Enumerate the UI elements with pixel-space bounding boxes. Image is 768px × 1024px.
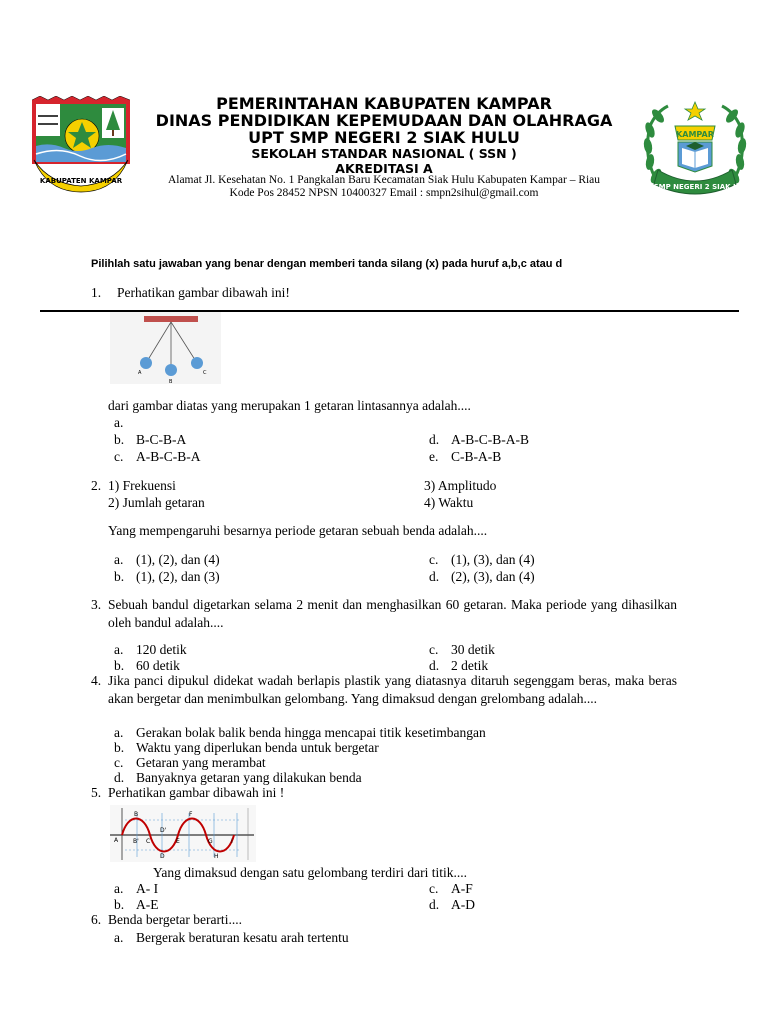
q5-number: 5.	[91, 785, 102, 800]
q4-option-b-letter: b.	[114, 740, 125, 755]
q6-option-a-letter: a.	[114, 930, 124, 945]
q5-option-d-letter: d.	[429, 897, 440, 912]
q1-option-c-letter: c.	[114, 449, 124, 464]
q5-option-c-letter: c.	[429, 881, 439, 896]
q2-option-b-letter: b.	[114, 569, 125, 584]
letterhead-accreditation: AKREDITASI A	[335, 161, 433, 176]
wave-label-g: G	[208, 838, 213, 845]
q4-option-d-letter: d.	[114, 770, 125, 785]
q2-number: 2.	[91, 478, 102, 493]
q2-option-c-letter: c.	[429, 552, 439, 567]
q4-option-a: Gerakan bolak balik benda hingga mencapai titik kesetimbangan	[136, 725, 486, 740]
q2-question: Yang mempengaruhi besarnya periode getaran sebuah benda adalah....	[108, 523, 488, 538]
instruction-text: Pilihlah satu jawaban yang benar dengan memberi tanda silang (x) pada huruf a,b,c atau d	[91, 258, 563, 270]
q5-option-a: A- I	[136, 881, 159, 896]
wave-figure	[110, 805, 256, 862]
q4-option-d: Banyaknya getaran yang dilakukan benda	[136, 770, 362, 785]
q5-option-b-letter: b.	[114, 897, 125, 912]
letterhead-department: DINAS PENDIDIKAN KEPEMUDAAN DAN OLAHRAGA	[155, 111, 613, 130]
q2-item-2: 2) Jumlah getaran	[108, 495, 205, 510]
q1-option-e: C-B-A-B	[451, 449, 502, 464]
q3-text: Sebuah bandul digetarkan selama 2 menit dan menghasilkan 60 getaran. Maka periode yang dihasilkan oleh bandul adalah....	[108, 597, 677, 630]
q6-text: Benda bergetar berarti....	[108, 912, 242, 927]
q1-number: 1.	[91, 285, 102, 300]
q1-option-b: B-C-B-A	[136, 432, 187, 447]
q2-option-d: (2), (3), dan (4)	[451, 569, 535, 584]
q1-option-d: A-B-C-B-A-B	[451, 432, 529, 447]
q2-item-1: 1) Frekuensi	[108, 478, 176, 493]
q3-option-d-letter: d.	[429, 658, 440, 673]
wave-label-c: C	[146, 838, 151, 845]
q1-option-e-letter: e.	[429, 449, 439, 464]
q5-option-a-letter: a.	[114, 881, 124, 896]
left-logo-ribbon-text: KABUPATEN KAMPAR	[39, 177, 123, 185]
q3-option-c: 30 detik	[451, 642, 495, 657]
q3-number: 3.	[91, 597, 102, 612]
letterhead-address: Alamat Jl. Kesehatan No. 1 Pangkalan Baru Kecamatan Siak Hulu Kabupaten Kampar – Riau	[167, 174, 601, 186]
letterhead-contact: Kode Pos 28452 NPSN 10400327 Email : smpn2sihul@gmail.com	[229, 187, 539, 199]
q2-option-a-letter: a.	[114, 552, 124, 567]
q4-option-a-letter: a.	[114, 725, 124, 740]
q6-option-a: Bergerak beraturan kesatu arah tertentu	[136, 930, 349, 945]
q5-option-c: A-F	[451, 881, 473, 896]
wave-label-f: F	[189, 811, 193, 818]
q1-option-c: A-B-C-B-A	[136, 449, 201, 464]
q4-text: Jika panci dipukul didekat wadah berlapis plastik yang diatasnya ditaruh segenggam beras, maka beras akan bergetar dan menimbulkan gelombang. Yang dimaksud dengan grelombang adalah....	[108, 673, 677, 706]
q1-question: dari gambar diatas yang merupakan 1 getaran lintasannya adalah....	[108, 398, 471, 413]
letterhead-school-name: UPT SMP NEGERI 2 SIAK HULU	[248, 128, 520, 147]
pendulum-label-b: B	[169, 379, 173, 384]
letterhead-ssn: SEKOLAH STANDAR NASIONAL ( SSN )	[251, 146, 517, 161]
pendulum-label-a: A	[138, 370, 142, 376]
q3-option-b-letter: b.	[114, 658, 125, 673]
right-logo-ribbon-text: UPT SMP NEGERI 2 SIAK HULU	[640, 183, 750, 191]
q2-item-3: 3) Amplitudo	[424, 478, 497, 493]
wave-label-e: E	[176, 838, 180, 845]
q5-option-d: A-D	[451, 897, 475, 912]
q3-option-c-letter: c.	[429, 642, 439, 657]
q3-option-d: 2 detik	[451, 658, 489, 673]
wave-label-b: B	[134, 811, 139, 818]
q2-option-a: (1), (2), dan (4)	[136, 552, 220, 567]
q5-question: Yang dimaksud dengan satu gelombang terdiri dari titik....	[153, 865, 467, 880]
q3-option-a: 120 detik	[136, 642, 187, 657]
q5-text: Perhatikan gambar dibawah ini !	[108, 785, 285, 800]
wave-label-h: H	[214, 853, 219, 860]
letterhead-government: PEMERINTAHAN KABUPATEN KAMPAR	[216, 94, 552, 113]
right-logo-top-text: KAMPAR	[676, 130, 714, 139]
q4-option-c: Getaran yang merambat	[136, 755, 266, 770]
q5-option-b: A-E	[136, 897, 159, 912]
q1-text: Perhatikan gambar dibawah ini!	[117, 285, 290, 300]
q1-option-d-letter: d.	[429, 432, 440, 447]
q2-item-4: 4) Waktu	[424, 495, 474, 510]
q3-option-b: 60 detik	[136, 658, 180, 673]
q2-option-c: (1), (3), dan (4)	[451, 552, 535, 567]
pendulum-figure	[110, 312, 221, 384]
q4-option-c-letter: c.	[114, 755, 124, 770]
wave-label-d-prime: D'	[160, 827, 167, 834]
wave-label-b-prime: B'	[133, 838, 139, 845]
wave-label-d: D	[160, 853, 165, 860]
pendulum-label-c: C	[203, 370, 207, 376]
q2-option-b: (1), (2), dan (3)	[136, 569, 220, 584]
q1-option-a-letter: a.	[114, 415, 124, 430]
q6-number: 6.	[91, 912, 102, 927]
q4-option-b: Waktu yang diperlukan benda untuk bergetar	[136, 740, 379, 755]
q3-option-a-letter: a.	[114, 642, 124, 657]
wave-label-a: A	[114, 837, 119, 844]
q2-option-d-letter: d.	[429, 569, 440, 584]
q1-option-b-letter: b.	[114, 432, 125, 447]
wave-label-i: I	[231, 838, 233, 845]
q4-number: 4.	[91, 673, 102, 688]
